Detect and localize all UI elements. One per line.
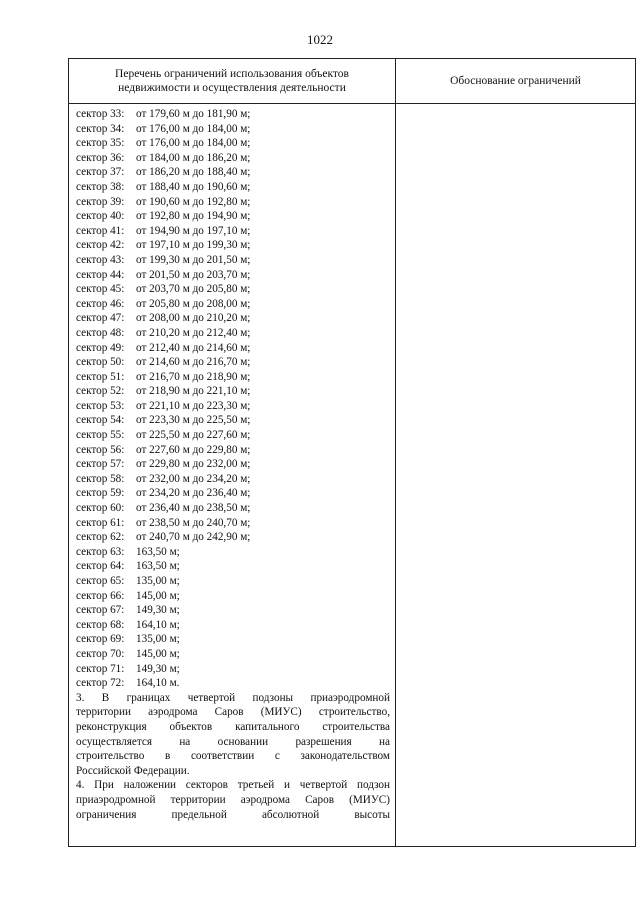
sector-value: от 232,00 м до 234,20 м; (136, 472, 251, 485)
sector-label: сектор 62: (76, 531, 125, 544)
sector-label: сектор 69: (76, 633, 125, 646)
sector-row (76, 516, 390, 531)
sector-row (76, 413, 390, 428)
sector-row (76, 282, 390, 297)
sector-row (76, 253, 390, 268)
sector-row (76, 224, 390, 239)
paragraph-line: приаэродромной территории аэродрома Саров (МИУС) (76, 793, 390, 806)
sector-row (76, 384, 390, 399)
sector-label: сектор 40: (76, 210, 125, 223)
column-divider (395, 59, 396, 846)
sector-value: 164,10 м. (136, 677, 180, 690)
sector-row (76, 355, 390, 370)
sector-row (76, 486, 390, 501)
sector-value: от 205,80 м до 208,00 м; (136, 297, 251, 310)
sector-label: сектор 60: (76, 502, 125, 515)
paragraph-line: территории аэродрома Саров (МИУС) строительство, (76, 706, 390, 719)
sector-label: сектор 64: (76, 560, 125, 573)
header-restrictions-list (69, 59, 395, 103)
sector-row (76, 180, 390, 195)
paragraph-line: ограничения предельной абсолютной высоты (76, 808, 390, 821)
sector-row (76, 443, 390, 458)
sector-value: от 227,60 м до 229,80 м; (136, 443, 251, 456)
sector-row (76, 136, 390, 151)
sector-label: сектор 50: (76, 356, 125, 369)
paragraph-line: осуществляется на основании разрешения на (76, 735, 390, 748)
sector-value: от 240,70 м до 242,90 м; (136, 531, 251, 544)
sector-value: от 199,30 м до 201,50 м; (136, 253, 251, 266)
sector-row (76, 676, 390, 691)
paragraph-line: реконструкция объектов капитального строительства (76, 720, 390, 733)
sector-label: сектор 51: (76, 370, 125, 383)
sector-label: сектор 71: (76, 662, 125, 675)
sector-label: сектор 49: (76, 341, 125, 354)
paragraph-line: 4. При наложении секторов третьей и четвертой подзон (76, 779, 390, 792)
sector-row (76, 559, 390, 574)
sector-value: от 176,00 м до 184,00 м; (136, 137, 251, 150)
sector-label: сектор 44: (76, 268, 125, 281)
sector-value: от 218,90 м до 221,10 м; (136, 385, 251, 398)
sector-value: от 223,30 м до 225,50 м; (136, 414, 251, 427)
sector-value: от 236,40 м до 238,50 м; (136, 502, 251, 515)
sector-row (76, 501, 390, 516)
sector-value: 164,10 м; (136, 618, 180, 631)
sector-list (76, 107, 390, 691)
sector-row (76, 647, 390, 662)
sector-row (76, 311, 390, 326)
sector-row (76, 545, 390, 560)
header-left-line2: недвижимости и осуществления деятельности (118, 82, 346, 94)
sector-row (76, 297, 390, 312)
sector-value: от 229,80 м до 232,00 м; (136, 458, 251, 471)
sector-row (76, 370, 390, 385)
sector-value: 145,00 м; (136, 589, 180, 602)
sector-value: от 212,40 м до 214,60 м; (136, 341, 251, 354)
sector-value: от 188,40 м до 190,60 м; (136, 180, 251, 193)
sector-value: от 203,70 м до 205,80 м; (136, 283, 251, 296)
sector-value: от 201,50 м до 203,70 м; (136, 268, 251, 281)
sector-label: сектор 53: (76, 399, 125, 412)
sector-row (76, 472, 390, 487)
sector-value: от 186,20 м до 188,40 м; (136, 166, 251, 179)
sector-row (76, 589, 390, 604)
sector-row (76, 632, 390, 647)
sector-value: от 221,10 м до 223,30 м; (136, 399, 251, 412)
sector-value: от 234,20 м до 236,40 м; (136, 487, 251, 500)
header-left-line1: Перечень ограничений использования объектов (115, 68, 349, 80)
sector-label: сектор 43: (76, 253, 125, 266)
sector-label: сектор 46: (76, 297, 125, 310)
sector-label: сектор 63: (76, 545, 125, 558)
sector-row (76, 399, 390, 414)
sector-row (76, 209, 390, 224)
sector-label: сектор 59: (76, 487, 125, 500)
sector-label: сектор 36: (76, 151, 125, 164)
sector-value: 145,00 м; (136, 647, 180, 660)
paragraph-line: Российской Федерации. (76, 764, 190, 777)
sector-value: 163,50 м; (136, 560, 180, 573)
sector-row (76, 195, 390, 210)
sector-row (76, 326, 390, 341)
sector-row (76, 603, 390, 618)
sector-label: сектор 34: (76, 122, 125, 135)
sector-value: от 184,00 м до 186,20 м; (136, 151, 251, 164)
sector-label: сектор 67: (76, 604, 125, 617)
sector-row (76, 151, 390, 166)
sector-label: сектор 35: (76, 137, 125, 150)
sector-label: сектор 41: (76, 224, 125, 237)
sector-label: сектор 45: (76, 283, 125, 296)
sector-row (76, 530, 390, 545)
sector-value: от 179,60 м до 181,90 м; (136, 108, 251, 120)
restrictions-cell (76, 107, 390, 822)
sector-value: от 225,50 м до 227,60 м; (136, 429, 251, 442)
header-divider (69, 103, 635, 104)
sector-row (76, 457, 390, 472)
paragraph-line: 3. В границах четвертой подзоны приаэродромной (76, 691, 390, 704)
sector-label: сектор 56: (76, 443, 125, 456)
sector-label: сектор 66: (76, 589, 125, 602)
paragraph-4 (76, 778, 390, 822)
sector-value: 135,00 м; (136, 575, 180, 587)
sector-value: от 214,60 м до 216,70 м; (136, 356, 251, 369)
sector-value: 149,30 м; (136, 662, 180, 675)
sector-label: сектор 39: (76, 195, 125, 208)
paragraph-line: строительство в соответствии с законодательством (76, 750, 390, 763)
sector-value: от 208,00 м до 210,20 м; (136, 312, 251, 325)
sector-label: сектор 52: (76, 385, 125, 398)
header-justification: Обоснование ограничений (450, 75, 581, 87)
sector-label: сектор 42: (76, 239, 125, 252)
sector-value: 163,50 м; (136, 545, 180, 558)
sector-row (76, 268, 390, 283)
sector-row (76, 238, 390, 253)
sector-label: сектор 58: (76, 472, 125, 485)
sector-label: сектор 57: (76, 458, 125, 471)
sector-value: от 210,20 м до 212,40 м; (136, 326, 251, 339)
sector-value: от 176,00 м до 184,00 м; (136, 122, 251, 135)
page-number: 1022 (307, 32, 333, 47)
sector-label: сектор 70: (76, 647, 125, 660)
paragraph-3 (76, 691, 390, 779)
sector-label: сектор 38: (76, 180, 125, 193)
restrictions-table (68, 58, 636, 847)
sector-label: сектор 54: (76, 414, 125, 427)
sector-row (76, 574, 390, 589)
sector-value: от 190,60 м до 192,80 м; (136, 195, 251, 208)
sector-row (76, 618, 390, 633)
sector-label: сектор 65: (76, 575, 125, 587)
sector-label: сектор 47: (76, 312, 125, 325)
sector-value: от 192,80 м до 194,90 м; (136, 210, 251, 223)
sector-row (76, 122, 390, 137)
sector-label: сектор 68: (76, 618, 125, 631)
sector-row (76, 165, 390, 180)
sector-value: 149,30 м; (136, 604, 180, 617)
sector-value: от 238,50 м до 240,70 м; (136, 516, 251, 529)
sector-value: от 216,70 м до 218,90 м; (136, 370, 251, 383)
sector-value: 135,00 м; (136, 633, 180, 646)
sector-label: сектор 55: (76, 429, 125, 442)
sector-row (76, 662, 390, 677)
sector-label: сектор 33: (76, 108, 125, 120)
sector-value: от 194,90 м до 197,10 м; (136, 224, 251, 237)
sector-value: от 197,10 м до 199,30 м; (136, 239, 251, 252)
sector-label: сектор 48: (76, 326, 125, 339)
sector-label: сектор 72: (76, 677, 125, 690)
sector-row (76, 341, 390, 356)
sector-row (76, 428, 390, 443)
sector-row (76, 107, 390, 122)
sector-label: сектор 37: (76, 166, 125, 179)
sector-label: сектор 61: (76, 516, 125, 529)
